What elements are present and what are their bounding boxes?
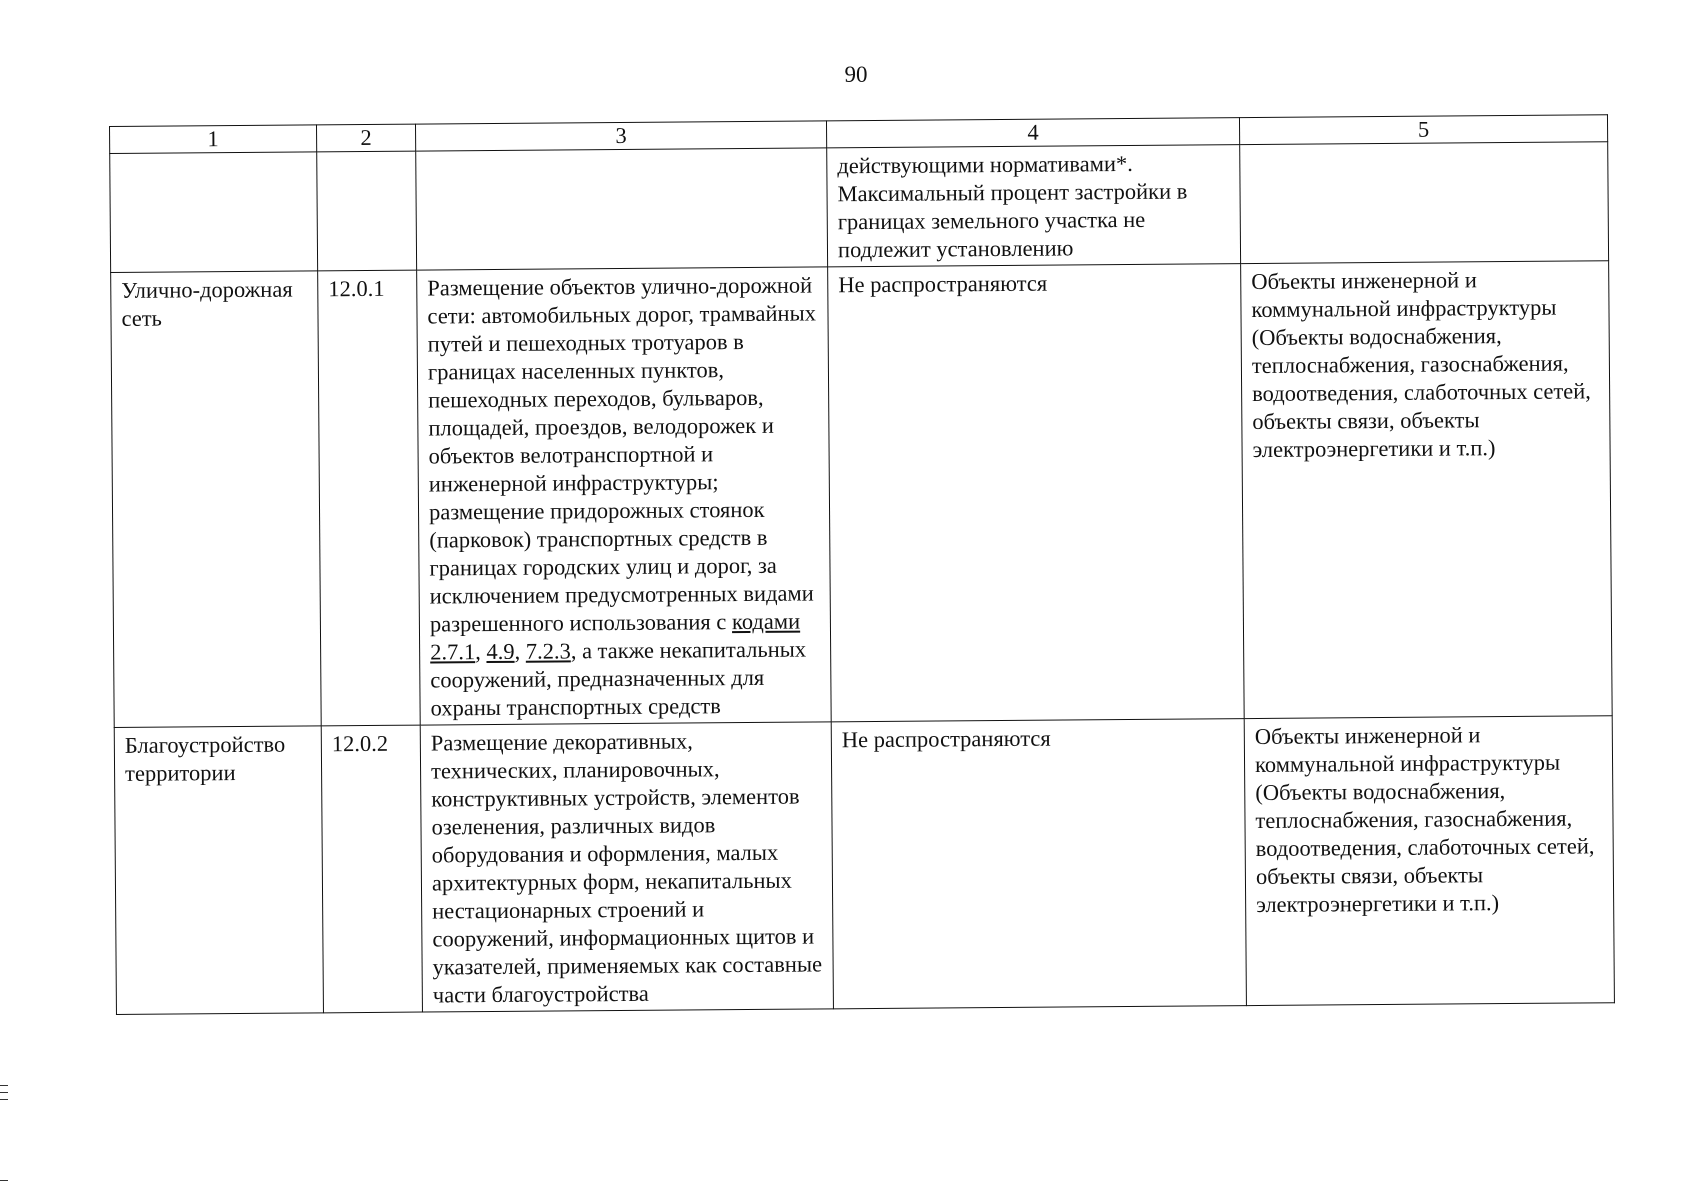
use-code-cell: 12.0.2: [321, 725, 422, 1013]
table-row-continuation: [110, 142, 1609, 273]
use-description-cell: [417, 267, 832, 725]
description-text: Размещение объектов улично-дорожной сети: автомобильных дорог, трамвайных путей и пешеходных тротуаров в границах населенных пунктов, пешеходных переходов, бульваров, площадей, проездов, велодорожек и объектов велотранспортной и инженерной инфраструктуры;: [427, 272, 816, 497]
column-number-2: 2: [316, 124, 415, 152]
separator: ,: [475, 639, 481, 665]
code-link-4-9[interactable]: 4.9: [486, 638, 515, 665]
separator: ,: [514, 638, 521, 664]
land-use-table: [109, 114, 1615, 1015]
use-name-cell: Благоустройство территории: [114, 726, 323, 1015]
use-description-cell: Размещение декоративных, технических, планировочных, конструктивных устройств, элементов озеленения, различных видов оборудования и оформления, малых архитектурных форм, некапитальных нестационарных строений и сооружений, информационных щитов и указателей, применяемых как составные части благоустройства: [420, 722, 833, 1012]
auxiliary-uses-cell: Объекты инженерной и коммунальной инфраструктуры (Объекты водоснабжения, теплоснабжения, газоснабжения, водоотведения, слаботочных сетей, объекты связи, объекты электроэнергетики и т.п.): [1244, 716, 1614, 1006]
continuation-cell-4: действующими нормативами*. Максимальный процент застройки в границах земельного участка не подлежит установлению: [827, 145, 1241, 267]
column-number-5: 5: [1239, 115, 1607, 145]
page-number: 90: [844, 62, 868, 87]
scan-edge-mark: [0, 1180, 8, 1181]
table-row: [111, 261, 1613, 728]
table-row: [114, 716, 1614, 1015]
continuation-cell-1: [110, 152, 318, 273]
continuation-cell-3: [416, 148, 828, 270]
auxiliary-uses-cell: Объекты инженерной и коммунальной инфраструктуры (Объекты водоснабжения, теплоснабжения, газоснабжения, водоотведения, слаботочных сетей, объекты связи, объекты электроэнергетики и т.п.): [1241, 261, 1613, 719]
continuation-cell-5: [1240, 142, 1609, 264]
continuation-cell-2: [317, 151, 417, 271]
use-name-cell: Улично-дорожная сеть: [111, 271, 322, 728]
column-number-1: 1: [110, 125, 317, 154]
column-number-4: 4: [826, 118, 1239, 148]
scan-edge-mark: [0, 1085, 8, 1086]
description-text: , а также некапитальных сооружений, предназначенных для охраны транспортных средств: [430, 636, 807, 721]
limits-cell: Не распространяются: [831, 719, 1246, 1009]
use-code-cell: 12.0.1: [318, 270, 421, 726]
code-link-2-7-1[interactable]: кодами 2.7.1: [430, 608, 801, 665]
code-link-7-2-3[interactable]: 7.2.3: [525, 638, 571, 664]
column-number-3: 3: [415, 121, 826, 151]
limits-cell: Не распространяются: [828, 264, 1245, 722]
scan-edge-mark: [0, 1099, 8, 1100]
description-text: размещение придорожных стоянок (парковок) транспортных средств в границах городских улиц и дорог, за исключением предусмотренных видами разрешенного использования с: [428, 496, 814, 637]
scan-edge-mark: [0, 1092, 8, 1093]
